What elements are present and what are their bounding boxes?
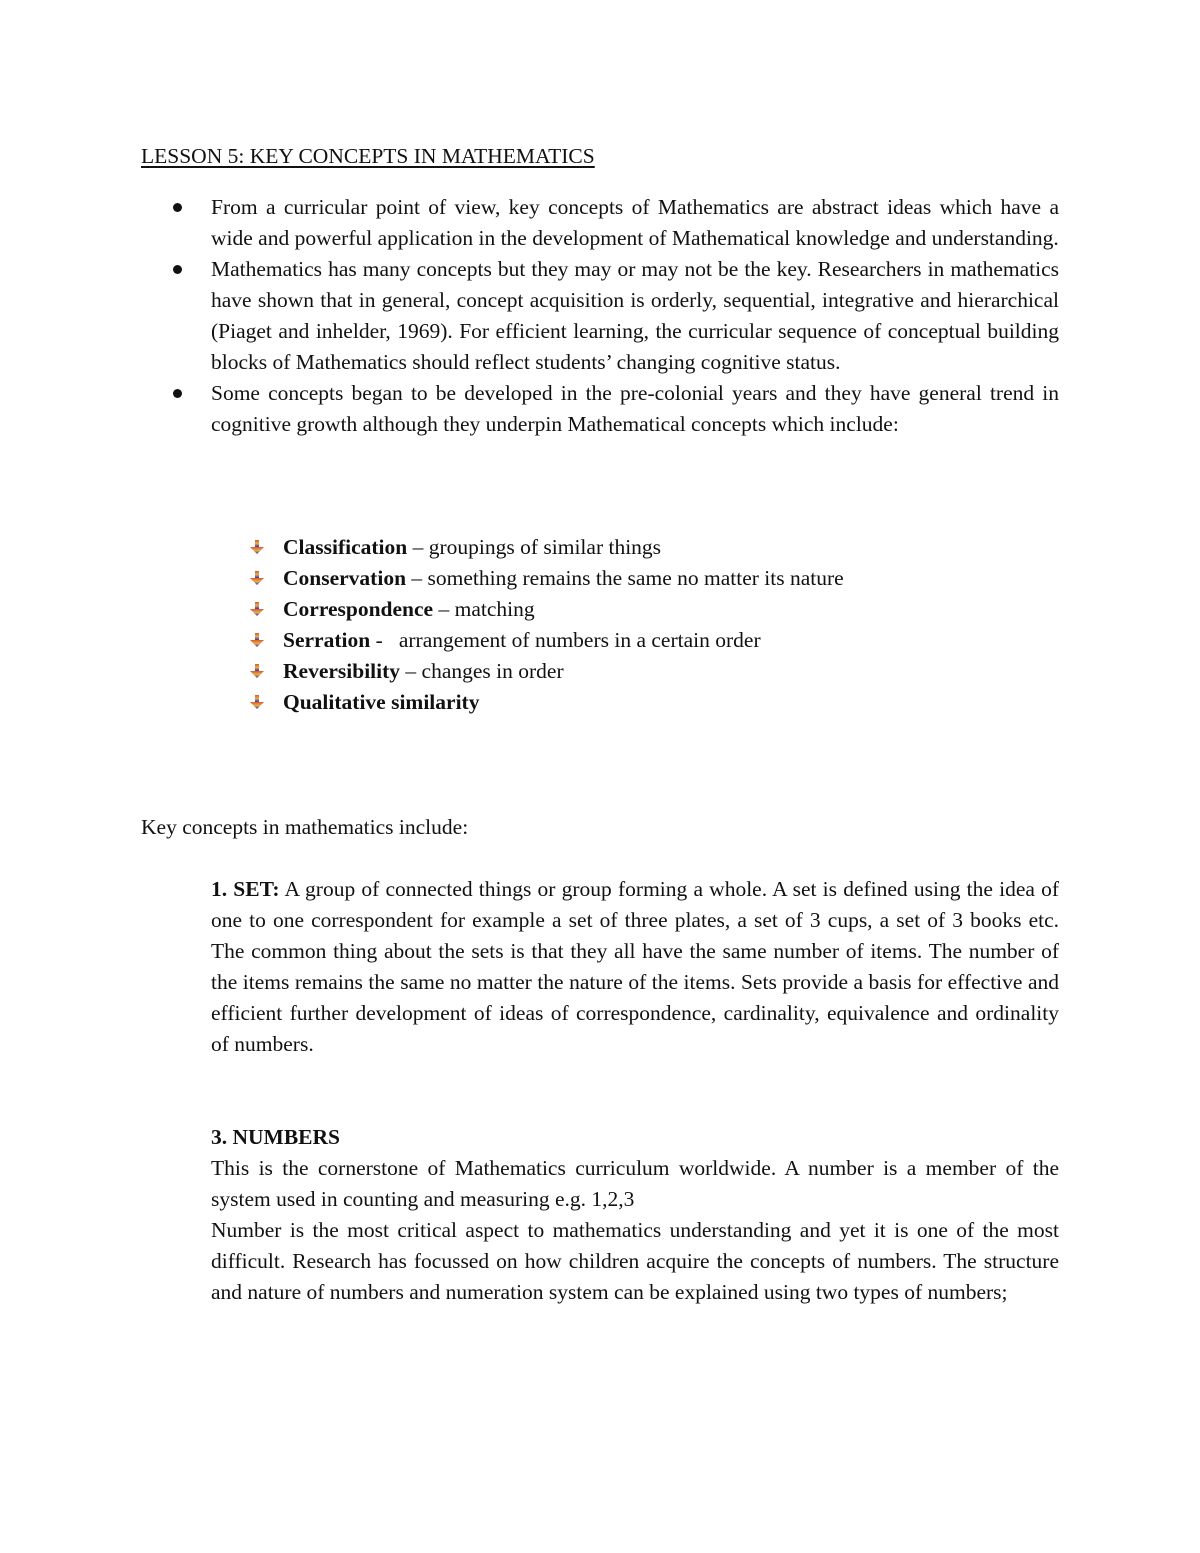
concepts-list bbox=[283, 532, 983, 718]
concept-term: Classification bbox=[283, 535, 408, 559]
concept-term: Qualitative similarity bbox=[283, 690, 480, 714]
intro-text: Key concepts in mathematics include: bbox=[141, 815, 469, 839]
concept-item bbox=[283, 532, 983, 563]
concept-term: Correspondence bbox=[283, 597, 434, 621]
bullet-dot-icon bbox=[173, 203, 182, 212]
concept-item bbox=[283, 625, 983, 656]
bullet-text: Mathematics has many concepts but they may or may not be the key. Researchers in mathematics have shown that in general, concept acquisition is orderly, sequential, integrative and hierarchical (Piaget and inhelder, 1969). For efficient learning, the curricular sequence of conceptual building blocks of Mathematics should reflect students’ changing cognitive status. bbox=[211, 257, 1059, 374]
numbers-paragraph-2: Number is the most critical aspect to mathematics understanding and yet it is one of the most difficult. Research has focussed on how children acquire the concepts of numbers. The structure and nature of numbers and numeration system can be explained using two types of numbers; bbox=[211, 1218, 1059, 1304]
list-item bbox=[211, 192, 1059, 254]
arrow-down-icon bbox=[249, 663, 265, 679]
concept-term: Reversibility bbox=[283, 659, 401, 683]
concept-desc: – groupings of similar things bbox=[407, 535, 662, 559]
bullet-text: Some concepts began to be developed in the pre-colonial years and they have general trend in cognitive growth although they underpin Mathematical concepts which include: bbox=[211, 381, 1059, 436]
numbers-section bbox=[211, 1122, 1059, 1308]
arrow-down-icon bbox=[249, 570, 265, 586]
concept-desc: – changes in order bbox=[400, 659, 564, 683]
numbers-paragraph-1: This is the cornerstone of Mathematics curriculum worldwide. A number is a member of the system used in counting and measuring e.g. 1,2,3 bbox=[211, 1156, 1059, 1211]
arrow-down-icon bbox=[249, 694, 265, 710]
arrow-down-icon bbox=[249, 601, 265, 617]
set-heading: 1. SET: bbox=[211, 877, 280, 901]
concept-item bbox=[283, 563, 983, 594]
list-item bbox=[211, 378, 1059, 440]
arrow-down-icon bbox=[249, 632, 265, 648]
concept-item bbox=[283, 656, 983, 687]
set-section bbox=[211, 874, 1059, 1060]
concept-desc: – something remains the same no matter its nature bbox=[406, 566, 844, 590]
bullet-dot-icon bbox=[173, 265, 182, 274]
concept-term: Serration bbox=[283, 628, 371, 652]
list-item bbox=[211, 254, 1059, 378]
numbers-heading: 3. NUMBERS bbox=[211, 1125, 341, 1149]
concept-desc: - arrangement of numbers in a certain order bbox=[370, 628, 761, 652]
set-text: A group of connected things or group forming a whole. A set is defined using the idea of one to one correspondent for example a set of three plates, a set of 3 cups, a set of 3 books etc. The common thing about the sets is that they all have the same number of items. The number of the items remains the same no matter the nature of the items. Sets provide a basis for effective and efficient further development of ideas of correspondence, cardinality, equivalence and ordinality of numbers. bbox=[211, 877, 1059, 1056]
concept-item bbox=[283, 594, 983, 625]
lesson-title: LESSON 5: KEY CONCEPTS IN MATHEMATICS bbox=[141, 144, 595, 168]
arrow-down-icon bbox=[249, 539, 265, 555]
key-points-list bbox=[211, 192, 1059, 440]
concept-term: Conservation bbox=[283, 566, 407, 590]
bullet-text: From a curricular point of view, key concepts of Mathematics are abstract ideas which have a wide and powerful application in the development of Mathematical knowledge and understanding. bbox=[211, 195, 1059, 250]
concept-desc: – matching bbox=[433, 597, 535, 621]
bullet-dot-icon bbox=[173, 389, 182, 398]
concept-item bbox=[283, 687, 983, 718]
